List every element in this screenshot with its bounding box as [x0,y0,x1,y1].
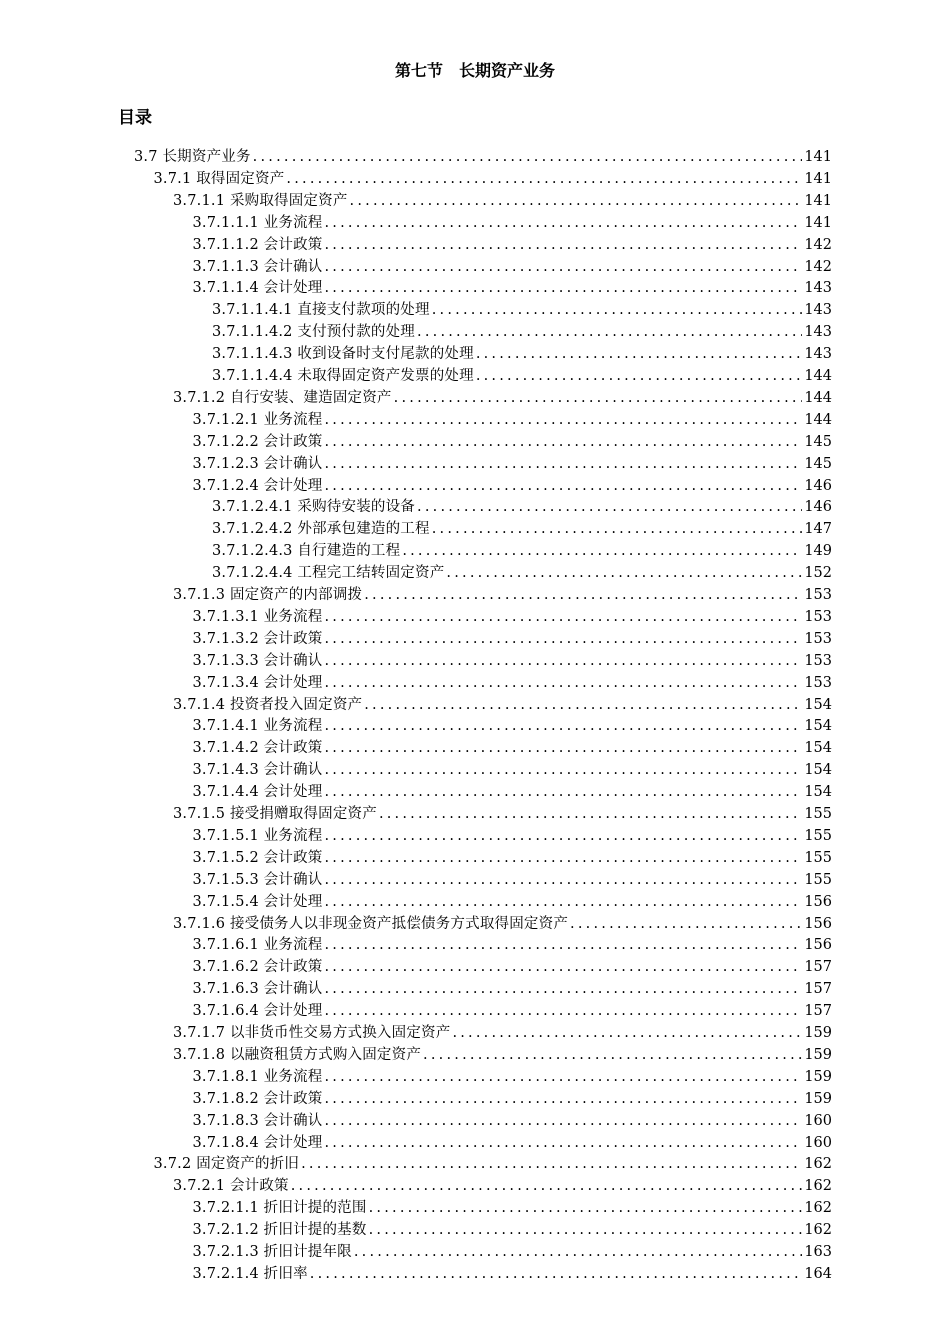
toc-entry-label: 3.7.1.4.1 业务流程 [192,718,323,735]
toc-entry[interactable] [173,1023,832,1045]
toc-leader-dots [324,235,802,257]
toc-entry[interactable] [193,870,833,892]
toc-leader-dots [324,1001,802,1023]
toc-entry[interactable] [193,213,833,235]
toc-entry-label: 3.7.1.5 接受捐赠取得固定资产 [173,806,377,822]
toc-entry-label: 3.7.1.3.4 会计处理 [192,674,323,691]
toc-entry[interactable] [193,892,833,914]
toc-entry-page: 154 [804,718,832,735]
toc-leader-dots [324,979,802,1001]
toc-leader-dots [301,1154,802,1176]
toc-entry-label: 3.7.1.2.4.1 采购待安装的设备 [212,499,416,516]
toc-entry-label: 3.7.1.1.2 会计政策 [192,236,323,253]
toc-leader-dots [286,169,802,191]
toc-entry-page: 153 [804,674,832,691]
toc-entry[interactable] [193,607,833,629]
toc-entry-label: 3.7.1.8.2 会计政策 [192,1090,323,1107]
toc-entry-label: 3.7.1.1 采购取得固定资产 [173,192,348,209]
toc-leader-dots [324,1089,802,1111]
toc-entry-page: 155 [804,827,832,844]
toc-entry-label: 3.7.2 固定资产的折旧 [153,1156,300,1173]
toc-entry-page: 153 [804,652,832,669]
toc-entry-page: 155 [804,849,832,866]
toc-entry-label: 3.7.2.1 会计政策 [173,1178,289,1195]
toc-entry-label: 3.7.1.2 自行安装、建造固定资产 [173,389,392,406]
toc-entry[interactable] [193,1067,833,1089]
toc-leader-dots [369,1198,803,1220]
toc-entry[interactable] [193,1089,833,1111]
toc-leader-dots [324,1133,802,1155]
toc-entry[interactable] [193,848,833,870]
toc-entry-page: 157 [804,959,832,976]
toc-leader-dots [324,629,802,651]
toc-entry-page: 145 [804,455,832,472]
toc-entry-page: 146 [804,477,832,494]
toc-entry-page: 141 [804,192,832,209]
toc-entry-label: 3.7.1.5.2 会计政策 [192,849,323,866]
toc-leader-dots [324,432,802,454]
toc-entry-label: 3.7.1.6.4 会计处理 [192,1003,323,1020]
toc-leader-dots [417,497,802,519]
toc-entry[interactable] [193,738,833,760]
toc-entry-label: 3.7.1.2.3 会计确认 [192,455,323,472]
toc-entry-page: 160 [804,1112,832,1129]
toc-entry-page: 162 [804,1178,832,1195]
toc-entry[interactable] [173,914,832,936]
toc-leader-dots [324,257,802,279]
toc-entry-label: 3.7.1.6.3 会计确认 [192,981,323,998]
toc-entry-label: 3.7.1.1.4.2 支付预付款的处理 [212,324,416,341]
toc-leader-dots [253,147,803,169]
toc-entry-label: 3.7.1.5.1 业务流程 [192,827,323,844]
toc-entry[interactable] [193,651,833,673]
toc-entry-label: 3.7.1.2.1 业务流程 [192,411,323,428]
toc-entry[interactable] [212,497,832,519]
toc-entry[interactable] [212,300,832,322]
toc-entry-label: 3.7.1.2.4.4 工程完工结转固定资产 [212,565,445,582]
toc-entry-page: 143 [804,346,832,363]
toc-leader-dots [324,651,802,673]
toc-entry[interactable] [173,191,832,213]
toc-leader-dots [446,563,802,585]
toc-leader-dots [476,344,803,366]
toc-entry-page: 160 [804,1134,832,1151]
toc-entry-label: 3.7.1.8.3 会计确认 [192,1112,323,1129]
toc-entry[interactable] [193,782,833,804]
toc-entry-label: 3.7.1.5.4 会计处理 [192,893,323,910]
toc-entry-page: 154 [804,784,832,801]
toc-entry[interactable] [193,1001,833,1023]
toc-entry-label: 3.7.1.3.3 会计确认 [192,652,323,669]
toc-entry[interactable] [193,257,833,279]
toc-entry-label: 3.7.1.6.1 业务流程 [192,937,323,954]
toc-entry[interactable] [193,1242,833,1264]
toc-entry[interactable] [193,476,833,498]
toc-entry-label: 3.7.1.1.1 业务流程 [192,214,323,231]
toc-leader-dots [324,607,802,629]
toc-leader-dots [570,914,802,936]
toc-entry-label: 3.7.2.1.2 折旧计提的基数 [192,1222,367,1239]
page-title: 第七节 长期资产业务 [394,61,555,80]
toc-entry-label: 3.7.1.5.3 会计确认 [192,871,323,888]
toc-entry-page: 162 [804,1222,832,1239]
toc-leader-dots [324,213,802,235]
toc-entry-label: 3.7.1.8.1 业务流程 [192,1068,323,1085]
toc-entry-page: 155 [804,806,832,822]
toc-entry-page: 154 [804,740,832,757]
toc-leader-dots [324,892,802,914]
toc-entry[interactable] [154,1154,833,1176]
toc-entry-page: 164 [804,1265,832,1282]
toc-entry[interactable] [173,1045,832,1067]
toc-leader-dots [394,388,803,410]
toc-entry-page: 145 [804,433,832,450]
toc-entry-page: 153 [804,630,832,647]
toc-leader-dots [324,1111,802,1133]
toc-entry-label: 3.7.1.1.4.1 直接支付款项的处理 [212,302,430,319]
toc-entry[interactable] [134,147,832,169]
toc-entry-label: 3.7.1.4.4 会计处理 [192,784,323,801]
toc-entry[interactable] [193,1264,833,1286]
toc-entry-label: 3.7.1.6.2 会计政策 [192,959,323,976]
toc-leader-dots [364,695,802,717]
toc-entry-page: 141 [804,170,832,187]
toc-leader-dots [324,957,802,979]
toc-entry-page: 152 [804,565,832,582]
toc-leader-dots [350,191,803,213]
toc-entry[interactable] [154,169,833,191]
toc-leader-dots [402,541,802,563]
toc-entry-label: 3.7.1.2.4 会计处理 [192,477,323,494]
toc-entry[interactable] [193,410,833,432]
toc-entry[interactable] [212,366,832,388]
toc-entry-page: 159 [804,1025,832,1041]
toc-leader-dots [369,1220,803,1242]
toc-entry[interactable] [173,388,832,410]
toc-leader-dots [324,782,802,804]
toc-leader-dots [476,366,803,388]
toc-entry-page: 153 [804,587,832,603]
toc-entry[interactable] [193,1220,833,1242]
toc-entry-label: 3.7.1.1.3 会计确认 [192,258,323,275]
toc-entry-label: 3.7.1.3.1 业务流程 [192,608,323,625]
toc-entry[interactable] [193,629,833,651]
toc-entry-label: 3.7.1.8 以融资租赁方式购入固定资产 [173,1046,422,1063]
toc-entry[interactable] [193,235,833,257]
toc-entry[interactable] [193,979,833,1001]
toc-entry[interactable] [212,519,832,541]
toc-entry-page: 156 [804,915,832,932]
toc-leader-dots [417,322,802,344]
toc-entry-label: 3.7.2.1.1 折旧计提的范围 [192,1200,367,1217]
toc-leader-dots [324,848,802,870]
toc-entry[interactable] [173,695,832,717]
toc-leader-dots [324,673,802,695]
toc-entry-label: 3.7.1 取得固定资产 [153,170,285,187]
toc-entry-page: 157 [804,1003,832,1020]
toc-leader-dots [324,870,802,892]
toc-leader-dots [324,760,802,782]
toc-entry[interactable] [193,1111,833,1133]
toc-entry-label: 3.7.1.6 接受债务人以非现金资产抵偿债务方式取得固定资产 [173,915,569,932]
toc-entry[interactable] [193,716,833,738]
toc-leader-dots [324,716,802,738]
toc-entry-label: 3.7.1.4.3 会计确认 [192,762,323,779]
toc-entry-page: 159 [804,1090,832,1107]
toc-entry-page: 144 [804,411,832,428]
toc-entry-label: 3.7.1.4.2 会计政策 [192,740,323,757]
toc-entry-label: 3.7.1.3.2 会计政策 [192,630,323,647]
toc-entry-label: 3.7.1.7 以非货币性交易方式换入固定资产 [173,1025,451,1041]
toc-leader-dots [324,410,802,432]
toc-entry-page: 143 [804,280,832,297]
toc-entry-label: 3.7.1.2.4.2 外部承包建造的工程 [212,521,430,538]
toc-entry-label: 3.7.2.1.4 折旧率 [192,1265,308,1282]
toc-entry-label: 3.7.1.2.4.3 自行建造的工程 [212,543,401,560]
toc-leader-dots [310,1264,803,1286]
toc-entry[interactable] [193,432,833,454]
toc-leader-dots [432,300,803,322]
toc-leader-dots [324,738,802,760]
toc-leader-dots [324,278,802,300]
toc-entry[interactable] [193,826,833,848]
toc-entry-label: 3.7.1.2.2 会计政策 [192,433,323,450]
toc-leader-dots [324,454,802,476]
toc-entry-label: 3.7.1.4 投资者投入固定资产 [173,696,363,713]
toc-entry-page: 146 [804,499,832,516]
toc-entry-page: 141 [804,214,832,231]
toc-entry-page: 142 [804,258,832,275]
toc-heading: 目录 [118,108,152,128]
toc-entry[interactable] [193,278,833,300]
toc-entry[interactable] [193,454,833,476]
toc-entry-label: 3.7.1.8.4 会计处理 [192,1134,323,1151]
toc-entry-page: 163 [804,1244,832,1260]
toc-leader-dots [452,1023,802,1045]
toc-entry-page: 154 [804,696,832,713]
toc-entry-page: 147 [804,521,832,538]
toc-entry[interactable] [173,804,832,826]
toc-entry-page: 144 [804,389,832,406]
toc-entry-page: 156 [804,937,832,954]
toc-leader-dots [364,585,802,607]
toc-leader-dots [324,476,802,498]
toc-entry[interactable] [193,673,833,695]
toc-leader-dots [324,826,802,848]
toc-entry[interactable] [173,1176,832,1198]
toc-entry-page: 157 [804,981,832,998]
toc-entry-label: 3.7.1.3 固定资产的内部调拨 [173,587,363,603]
toc-entry[interactable] [212,322,832,344]
toc-entry[interactable] [212,344,832,366]
toc-entry-label: 3.7.1.1.4.4 未取得固定资产发票的处理 [212,368,474,384]
toc-entry[interactable] [193,1133,833,1155]
toc-leader-dots [324,1067,802,1089]
toc-entry-page: 162 [804,1200,832,1217]
toc-leader-dots [324,935,802,957]
toc-entry-page: 141 [804,149,832,165]
toc-entry-label: 3.7.1.1.4 会计处理 [192,280,323,297]
toc-entry[interactable] [212,541,832,563]
toc-leader-dots [291,1176,803,1198]
toc-entry-label: 3.7.2.1.3 折旧计提年限 [192,1244,352,1260]
toc-entry-page: 154 [804,762,832,779]
toc-entry-page: 142 [804,236,832,253]
toc-entry-page: 159 [804,1068,832,1085]
toc-entry[interactable] [193,1198,833,1220]
toc-entry[interactable] [193,760,833,782]
toc-leader-dots [379,804,802,826]
toc-entry-page: 156 [804,893,832,910]
toc-leader-dots [432,519,803,541]
toc-entry[interactable] [173,585,832,607]
toc-entry[interactable] [212,563,832,585]
toc-entry-page: 153 [804,608,832,625]
toc-entry-page: 143 [804,324,832,341]
toc-entry-page: 143 [804,302,832,319]
toc-entry-label: 3.7 长期资产业务 [134,149,251,165]
toc-entry-label: 3.7.1.1.4.3 收到设备时支付尾款的处理 [212,346,474,363]
toc-entry-page: 159 [804,1046,832,1063]
toc-leader-dots [354,1242,802,1264]
toc-entry-page: 144 [804,368,832,384]
toc-entry[interactable] [193,935,833,957]
toc-entry-page: 162 [804,1156,832,1173]
toc-leader-dots [423,1045,802,1067]
toc-entry-page: 155 [804,871,832,888]
toc-entry[interactable] [193,957,833,979]
toc-entry-page: 149 [804,543,832,560]
